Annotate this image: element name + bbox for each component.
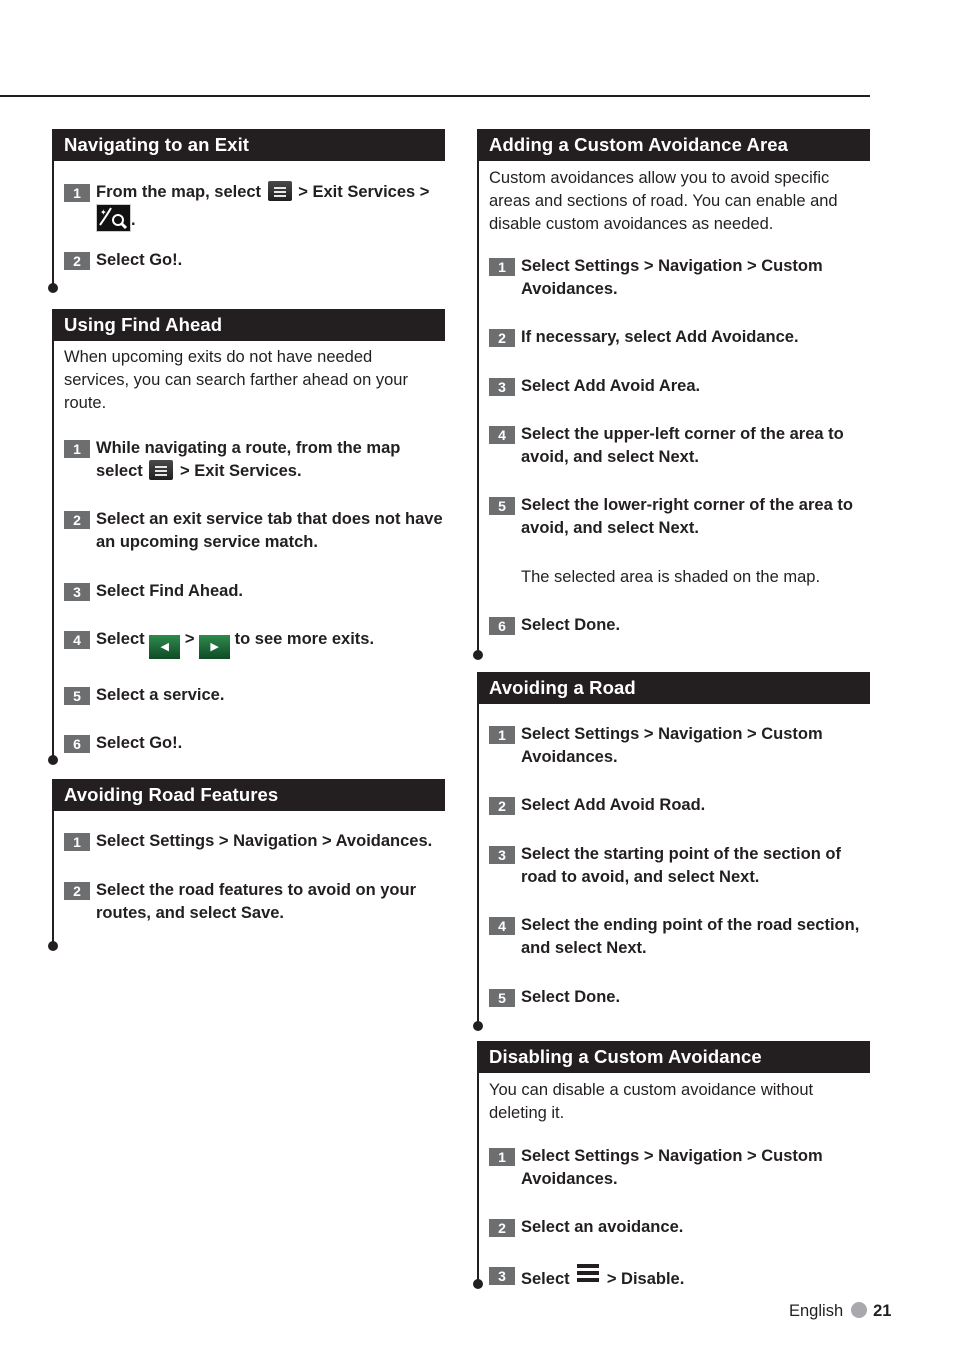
- section-title: Using Find Ahead: [52, 309, 445, 341]
- step-5: [52, 684, 445, 707]
- section-avoiding-a-road: [477, 672, 870, 1041]
- menu-icon: [577, 1264, 599, 1284]
- step-text: If necessary, select Add Avoidance.: [521, 328, 799, 346]
- step-text: Select Go!.: [96, 734, 183, 752]
- step-2: [477, 326, 870, 349]
- step-2: [477, 1216, 870, 1239]
- step-number: 3: [489, 378, 515, 396]
- step-text: Select the road features to avoid on your routes, and select Save.: [96, 881, 416, 922]
- section-end-dot: [48, 283, 58, 293]
- step-number: 5: [489, 989, 515, 1007]
- step-number: 1: [64, 184, 90, 202]
- right-column: [477, 129, 870, 1301]
- menu-icon: [149, 460, 173, 480]
- step-number: 2: [64, 252, 90, 270]
- step-number: 5: [64, 687, 90, 705]
- step-text: Select: [96, 630, 145, 648]
- section-intro: Custom avoidances allow you to avoid specific areas and sections of road. You can enable and disable custom avoidances as needed.: [489, 169, 838, 233]
- step-number: 2: [64, 882, 90, 900]
- step-text: Select Settings > Navigation > Custom Avoidances.: [521, 1147, 823, 1188]
- step-1: [52, 830, 445, 853]
- step-number: 6: [489, 617, 515, 635]
- step-5: [477, 494, 870, 540]
- step-number: 4: [489, 917, 515, 935]
- arrow-left-icon: ◀: [149, 635, 180, 659]
- step-number: 2: [489, 329, 515, 347]
- section-title: Disabling a Custom Avoidance: [477, 1041, 870, 1073]
- step-number: 2: [489, 1219, 515, 1237]
- step-number: 3: [64, 583, 90, 601]
- step-number: 4: [489, 426, 515, 444]
- step-number: 1: [489, 726, 515, 744]
- step-text: Select an exit service tab that does not have an upcoming service match.: [96, 510, 443, 551]
- step-4: [477, 423, 870, 469]
- top-rule: [0, 95, 870, 97]
- menu-icon: [268, 181, 292, 201]
- step-1: [52, 181, 445, 232]
- step-text: .: [131, 211, 136, 229]
- step-number: 3: [489, 846, 515, 864]
- step-1: [477, 255, 870, 301]
- step-3: [477, 375, 870, 398]
- step-5: [477, 986, 870, 1009]
- step-text: to see more exits.: [234, 630, 375, 648]
- left-column: [52, 129, 445, 959]
- step-4: [52, 628, 445, 659]
- step-number: 1: [489, 258, 515, 276]
- section-title: Adding a Custom Avoidance Area: [477, 129, 870, 161]
- step-2: [52, 508, 445, 554]
- map-search-icon: [96, 204, 131, 232]
- step-text: While navigating a route, from the map select: [96, 439, 401, 480]
- step-6: [477, 614, 870, 637]
- section-title: Avoiding Road Features: [52, 779, 445, 811]
- step-text: Select the lower-right corner of the area to avoid, and select Next.: [521, 496, 853, 537]
- step-number: 2: [489, 797, 515, 815]
- step-number: 1: [489, 1148, 515, 1166]
- page-footer: [789, 1302, 891, 1321]
- step-2: [52, 879, 445, 925]
- section-disabling-custom-avoidance: [477, 1041, 870, 1301]
- step-text: Select Done.: [521, 616, 621, 634]
- section-end-dot: [473, 650, 483, 660]
- step-3: [477, 1264, 870, 1291]
- step-text: Select a service.: [96, 686, 225, 704]
- step-note: The selected area is shaded on the map.: [521, 568, 821, 586]
- step-text: Select Settings > Navigation > Avoidances.: [96, 832, 433, 850]
- step-2: [477, 794, 870, 817]
- section-intro: When upcoming exits do not have needed services, you can search farther ahead on your route.: [64, 348, 408, 412]
- step-text: Select Settings > Navigation > Custom Avoidances.: [521, 257, 823, 298]
- step-text: > Exit Services.: [179, 462, 302, 480]
- step-3: [477, 843, 870, 889]
- step-4: [477, 914, 870, 960]
- step-text: Select Add Avoid Area.: [521, 377, 701, 395]
- section-end-dot: [473, 1021, 483, 1031]
- step-6: [52, 732, 445, 755]
- step-text: >: [184, 630, 195, 648]
- step-text: From the map, select: [96, 183, 262, 201]
- step-3: [52, 580, 445, 603]
- step-1: [477, 1145, 870, 1191]
- section-end-dot: [48, 755, 58, 765]
- footer-language: English: [789, 1302, 844, 1320]
- step-text: > Exit Services >: [298, 183, 430, 201]
- step-text: Select the upper-left corner of the area to avoid, and select Next.: [521, 425, 844, 466]
- step-number: 2: [64, 511, 90, 529]
- step-number: 4: [64, 631, 90, 649]
- step-text: Select: [521, 1270, 570, 1288]
- section-adding-custom-avoidance-area: [477, 129, 870, 672]
- step-number: 3: [489, 1267, 515, 1285]
- section-title: Navigating to an Exit: [52, 129, 445, 161]
- step-1: [52, 437, 445, 483]
- section-using-find-ahead: [52, 309, 445, 779]
- section-title: Avoiding a Road: [477, 672, 870, 704]
- arrow-right-icon: ▶: [199, 635, 230, 659]
- step-number: 6: [64, 735, 90, 753]
- step-1: [477, 723, 870, 769]
- step-2: [52, 249, 445, 272]
- section-navigating-to-exit: [52, 129, 445, 309]
- page-number: 21: [873, 1302, 892, 1320]
- step-text: Select the ending point of the road section, and select Next.: [521, 916, 860, 957]
- step-text: Select Add Avoid Road.: [521, 796, 706, 814]
- step-text: Select Settings > Navigation > Custom Avoidances.: [521, 725, 823, 766]
- step-number: 1: [64, 833, 90, 851]
- step-text: Select Find Ahead.: [96, 582, 244, 600]
- step-number: 5: [489, 497, 515, 515]
- step-text: Select an avoidance.: [521, 1218, 684, 1236]
- step-number: 1: [64, 440, 90, 458]
- section-avoiding-road-features: [52, 779, 445, 959]
- footer-dot-icon: [851, 1302, 867, 1318]
- svg-text:✦: ✦: [100, 208, 107, 217]
- step-text: Select Done.: [521, 988, 621, 1006]
- step-text: Select the starting point of the section of road to avoid, and select Next.: [521, 845, 841, 886]
- section-end-dot: [48, 941, 58, 951]
- section-intro: You can disable a custom avoidance without deleting it.: [489, 1081, 814, 1122]
- step-text: Select Go!.: [96, 251, 183, 269]
- step-text: > Disable.: [606, 1270, 685, 1288]
